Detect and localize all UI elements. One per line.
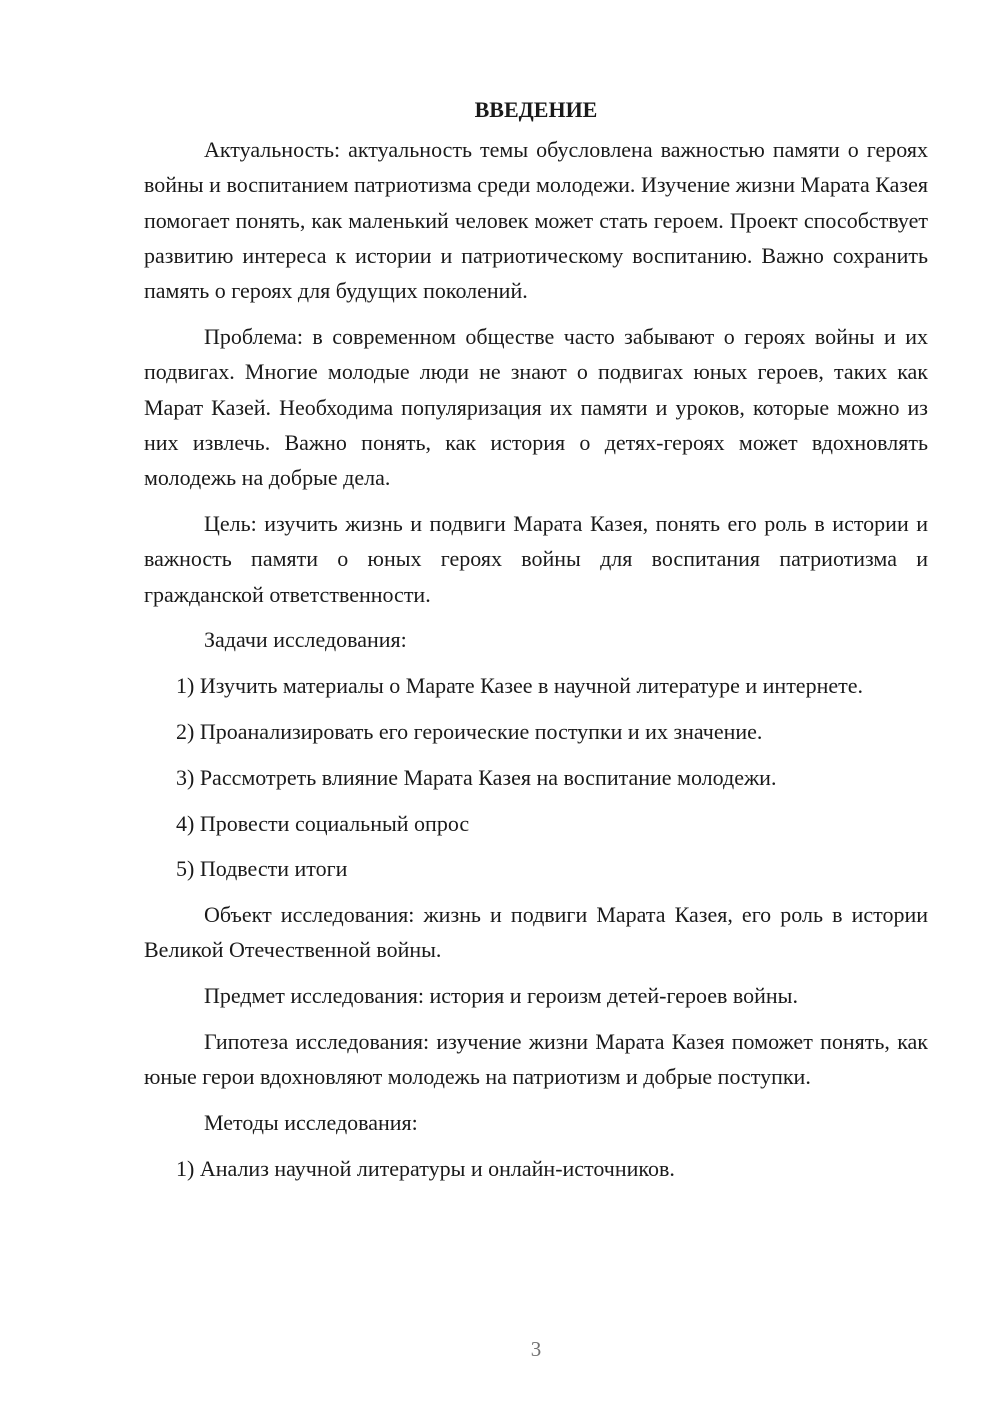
relevance-paragraph: Актуальность: актуальность темы обусловлена важностью памяти о героях войны и воспитанием патриотизма среди молодежи. Изучение жизни Марата Казея помогает понять, как маленький человек может стать героем. Проект способствует развитию интереса к истории и патриотическому воспитанию. Важно сохранить память о героях для будущих поколений. [144, 137, 928, 304]
task-item-4: 4) Провести социальный опрос [176, 810, 470, 836]
page-number: 3 [530, 1337, 542, 1361]
subject-paragraph: Предмет исследования: история и героизм детей-героев войны. [204, 983, 798, 1009]
task-item-2: 2) Проанализировать его героические поступки и их значение. [176, 718, 763, 744]
problem-paragraph: Проблема: в современном обществе часто забывают о героях войны и их подвигах. Многие молодые люди не знают о подвигах юных героев, таких как Марат Казей. Необходима популяризация их памяти и уроков, которые можно из них извлечь. Важно понять, как история о детях-героях может вдохновлять молодежь на добрые дела. [144, 323, 928, 491]
hypothesis-paragraph: Гипотеза исследования: изучение жизни Марата Казея поможет понять, как юные герои вдохновляют молодежь на патриотизм и добрые поступки. [144, 1029, 928, 1090]
object-paragraph: Объект исследования: жизнь и подвиги Марата Казея, его роль в истории Великой Отечественной войны. [144, 902, 928, 963]
task-item-3: 3) Рассмотреть влияние Марата Казея на воспитание молодежи. [176, 764, 777, 790]
goal-paragraph: Цель: изучить жизнь и подвиги Марата Казея, понять его роль в истории и важность памяти о юных героях войны для воспитания патриотизма и гражданской ответственности. [144, 510, 928, 607]
method-item-1: 1) Анализ научной литературы и онлайн-источников. [176, 1155, 675, 1181]
document-page [144, 92, 928, 1186]
page-title: ВВЕДЕНИЕ [474, 97, 598, 122]
task-item-1: 1) Изучить материалы о Марате Казее в научной литературе и интернете. [176, 673, 863, 699]
tasks-heading: Задачи исследования: [204, 627, 407, 653]
task-item-5: 5) Подвести итоги [176, 856, 348, 882]
methods-heading: Методы исследования: [204, 1110, 418, 1136]
